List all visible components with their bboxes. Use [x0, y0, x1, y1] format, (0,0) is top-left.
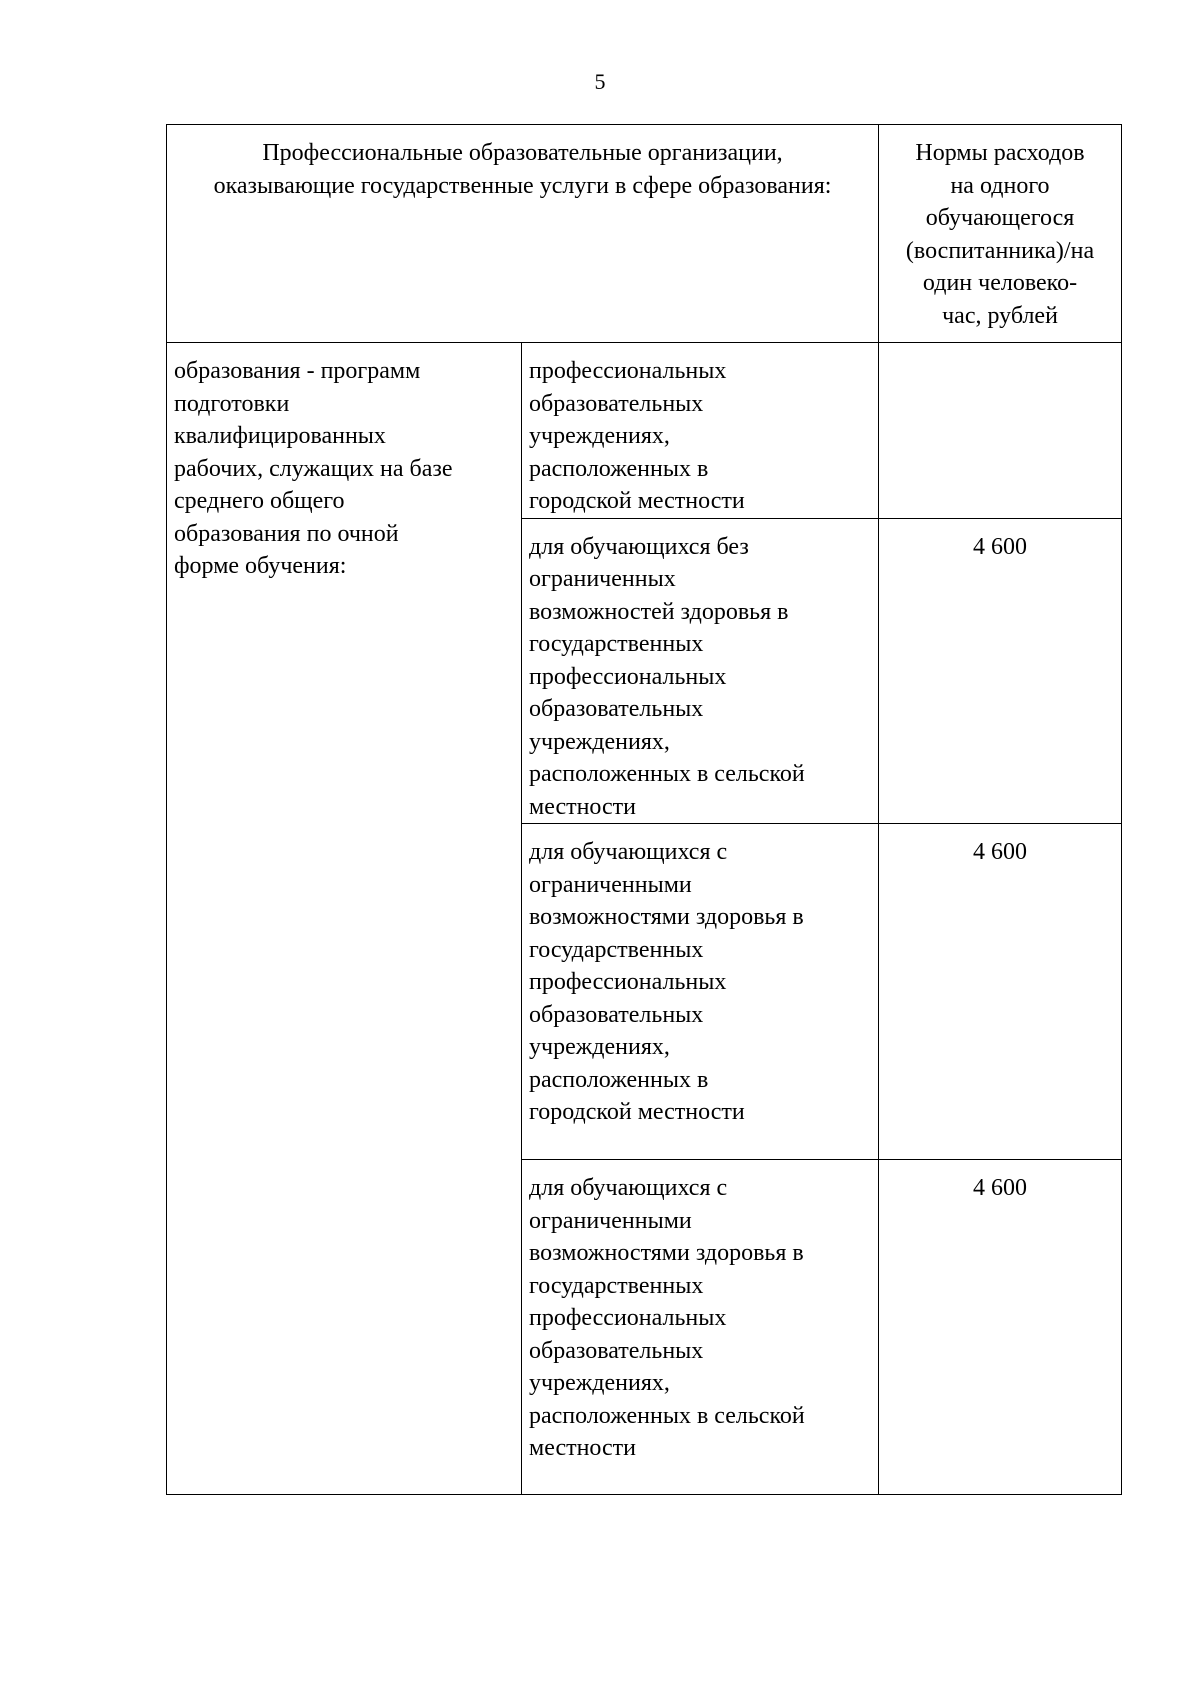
description-line: профессиональных	[529, 663, 727, 690]
table-header-row	[167, 125, 1122, 343]
header-norms-line: (воспитанника)/на	[905, 237, 1095, 264]
row-3-description	[522, 824, 879, 1160]
row-2-value: 4 600	[879, 518, 1122, 824]
program-line: образования - программ	[174, 358, 421, 384]
row-2-description	[522, 518, 879, 824]
header-norms-line: обучающегося	[925, 205, 1075, 231]
description-line: городской местности	[529, 488, 745, 514]
description-line: образовательных	[529, 1001, 704, 1028]
header-norms-line: один человеко-	[922, 270, 1078, 296]
row-1-value	[879, 343, 1122, 519]
program-line: среднего общего	[174, 488, 345, 514]
row-1-description	[522, 343, 879, 519]
program-line: форме обучения:	[174, 553, 347, 579]
description-line: государственных	[529, 936, 704, 963]
description-line: учреждениях,	[529, 728, 670, 755]
program-line: образования по очной	[174, 520, 399, 547]
description-line: учреждениях,	[529, 423, 670, 449]
description-line: возможностями здоровья в	[529, 904, 804, 930]
program-line: подготовки	[174, 390, 290, 417]
description-line: образовательных	[529, 390, 704, 417]
description-line: расположенных в	[529, 1066, 709, 1093]
header-organizations: Профессиональные образовательные организации, оказывающие государственные услуги в сфере образования:	[167, 125, 879, 343]
row-4-value: 4 600	[879, 1160, 1122, 1495]
description-line: ограниченными	[529, 871, 692, 898]
description-line: для обучающихся без	[529, 533, 749, 560]
description-line: государственных	[529, 1272, 704, 1299]
expense-norms-table	[166, 124, 1122, 1495]
description-line: местности	[529, 793, 637, 820]
description-line: учреждениях,	[529, 1034, 670, 1060]
header-norms-line: на одного	[950, 172, 1050, 199]
program-line: квалифицированных	[174, 423, 386, 449]
program-line: рабочих, служащих на базе	[174, 455, 453, 482]
description-line: образовательных	[529, 696, 704, 722]
header-norms	[879, 125, 1122, 343]
description-line: для обучающихся с	[529, 1175, 728, 1201]
description-line: ограниченных	[529, 566, 676, 592]
description-line: профессиональных	[529, 358, 727, 384]
description-line: городской местности	[529, 1099, 745, 1125]
description-line: возможностей здоровья в	[529, 598, 789, 625]
description-line: расположенных в сельской	[529, 761, 805, 787]
program-description-cell	[167, 343, 522, 1495]
header-norms-line: час, рублей	[942, 302, 1058, 329]
description-line: профессиональных	[529, 1305, 727, 1331]
description-line: государственных	[529, 631, 704, 657]
description-line: профессиональных	[529, 969, 727, 995]
description-line: для обучающихся с	[529, 839, 728, 865]
description-line: учреждениях,	[529, 1370, 670, 1396]
header-norms-line: Нормы расходов	[915, 140, 1085, 166]
description-line: возможностями здоровья в	[529, 1240, 804, 1266]
description-line: местности	[529, 1435, 637, 1461]
page-number: 5	[594, 69, 606, 94]
row-3-value: 4 600	[879, 824, 1122, 1160]
row-4-description	[522, 1160, 879, 1495]
description-line: ограниченными	[529, 1207, 692, 1234]
description-line: образовательных	[529, 1337, 704, 1364]
table-row	[167, 343, 1122, 519]
description-line: расположенных в сельской	[529, 1402, 805, 1429]
description-line: расположенных в	[529, 455, 709, 482]
